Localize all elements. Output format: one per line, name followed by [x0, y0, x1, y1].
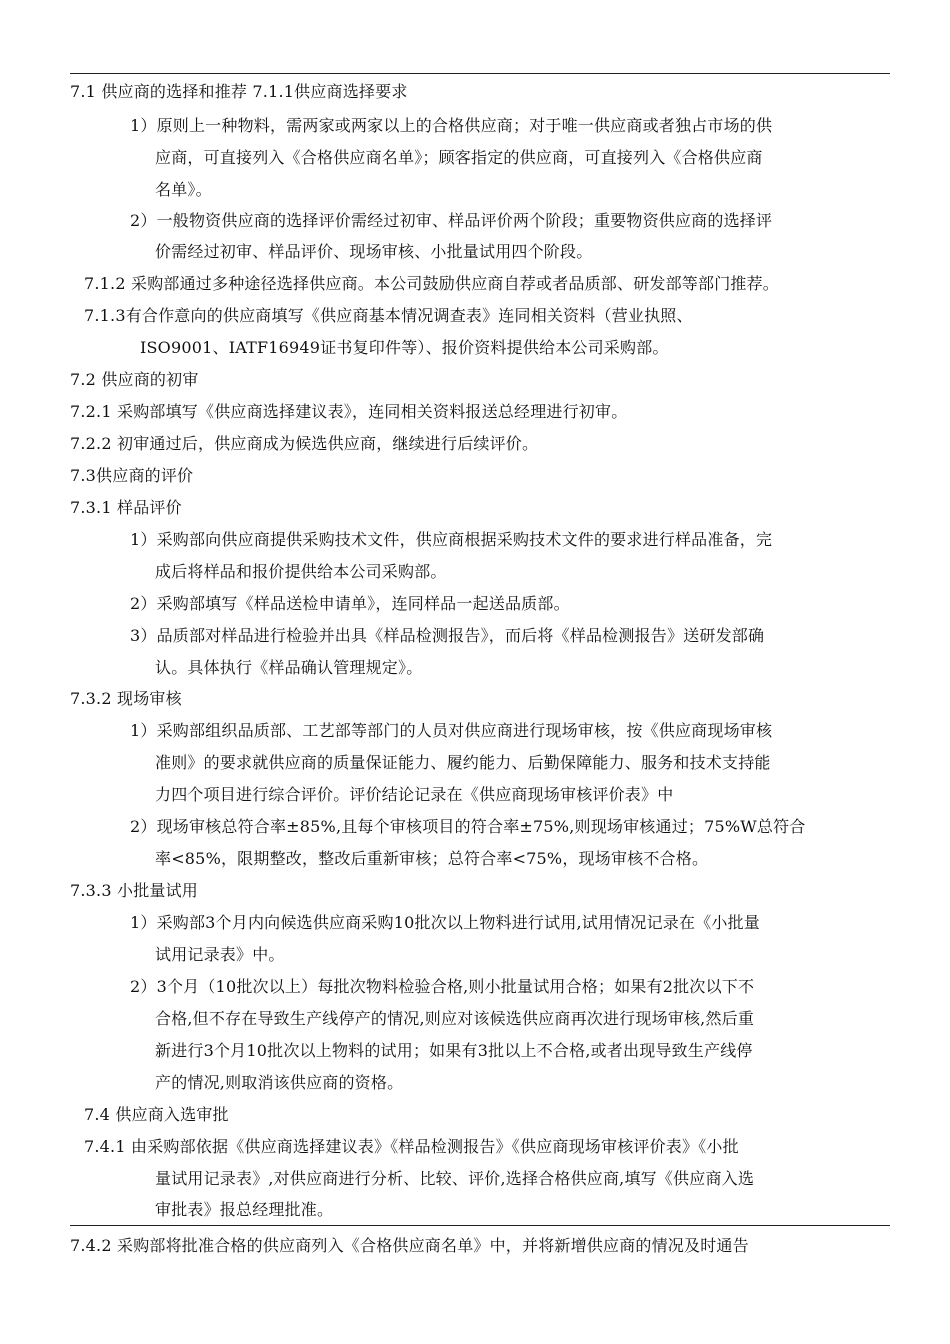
text-line: 7.4.2 采购部将批准合格的供应商列入《合格供应商名单》中，并将新增供应商的情况及时通告: [70, 1236, 749, 1255]
text-line: 2）现场审核总符合率±85%,且每个审核项目的符合率±75%,则现场审核通过；75%W总符合: [130, 817, 806, 836]
text-line: 7.2.1 采购部填写《供应商选择建议表》，连同相关资料报送总经理进行初审。: [70, 402, 628, 421]
text-line: 成后将样品和报价提供给本公司采购部。: [155, 562, 447, 581]
heading-7-1: 7.1 供应商的选择和推荐 7.1.1供应商选择要求: [70, 82, 408, 101]
text-line: 量试用记录表》,对供应商进行分析、比较、评价,选择合格供应商,填写《供应商入选: [155, 1169, 755, 1188]
text-line: 认。具体执行《样品确认管理规定》。: [155, 658, 423, 677]
text-line: 应商，可直接列入《合格供应商名单》；顾客指定的供应商，可直接列入《合格供应商: [155, 148, 763, 167]
text-line: 名单》。: [155, 180, 212, 199]
text-line: 合格,但不存在导致生产线停产的情况,则应对该候选供应商再次进行现场审核,然后重: [155, 1009, 755, 1028]
text-line: 力四个项目进行综合评价。评价结论记录在《供应商现场审核评价表》中: [155, 785, 674, 804]
text-line: 准则》的要求就供应商的质量保证能力、履约能力、后勤保障能力、服务和技术支持能: [155, 753, 771, 772]
text-line: 2）一般物资供应商的选择评价需经过初审、样品评价两个阶段；重要物资供应商的选择评: [130, 211, 773, 230]
text-line: 7.1.2 采购部通过多种途径选择供应商。本公司鼓励供应商自荐或者品质部、研发部等部门推荐。: [84, 274, 779, 293]
text-line: 审批表》报总经理批准。: [155, 1200, 334, 1219]
text-line: 产的情况,则取消该供应商的资格。: [155, 1073, 404, 1092]
text-line: 3）品质部对样品进行检验并出具《样品检测报告》，而后将《样品检测报告》送研发部确: [130, 626, 765, 645]
text-line: 7.4.1 由采购部依据《供应商选择建议表》《样品检测报告》《供应商现场审核评价表》《小批: [84, 1137, 739, 1156]
top-rule: [70, 73, 890, 74]
heading-7-3-3: 7.3.3 小批量试用: [70, 881, 198, 900]
text-line: 2）采购部填写《样品送检申请单》，连同样品一起送品质部。: [130, 594, 570, 613]
bottom-rule: [70, 1225, 890, 1226]
heading-7-3: 7.3供应商的评价: [70, 466, 194, 485]
text-line: 2）3个月（10批次以上）每批次物料检验合格,则小批量试用合格；如果有2批次以下不: [130, 977, 755, 996]
text-line: 新进行3个月10批次以上物料的试用；如果有3批以上不合格,或者出现导致生产线停: [155, 1041, 753, 1060]
text-line: 7.1.3有合作意向的供应商填写《供应商基本情况调查表》连同相关资料（营业执照、: [84, 306, 693, 325]
heading-7-4: 7.4 供应商入选审批: [84, 1105, 229, 1124]
text-line: 1）原则上一种物料，需两家或两家以上的合格供应商；对于唯一供应商或者独占市场的供: [130, 116, 773, 135]
heading-7-3-2: 7.3.2 现场审核: [70, 689, 182, 708]
text-line: 率<85%，限期整改，整改后重新审核；总符合率<75%，现场审核不合格。: [155, 849, 709, 868]
text-line: 试用记录表》中。: [155, 945, 285, 964]
text-line: 7.2.2 初审通过后，供应商成为候选供应商，继续进行后续评价。: [70, 434, 539, 453]
text-line: ISO9001、IATF16949证书复印件等）、报价资料提供给本公司采购部。: [140, 338, 669, 357]
text-line: 1）采购部组织品质部、工艺部等部门的人员对供应商进行现场审核，按《供应商现场审核: [130, 721, 773, 740]
text-line: 1）采购部3个月内向候选供应商采购10批次以上物料进行试用,试用情况记录在《小批量: [130, 913, 761, 932]
text-line: 价需经过初审、样品评价、现场审核、小批量试用四个阶段。: [155, 242, 593, 261]
text-line: 1）采购部向供应商提供采购技术文件，供应商根据采购技术文件的要求进行样品准备，完: [130, 530, 773, 549]
heading-7-2: 7.2 供应商的初审: [70, 370, 199, 389]
heading-7-3-1: 7.3.1 样品评价: [70, 498, 182, 517]
